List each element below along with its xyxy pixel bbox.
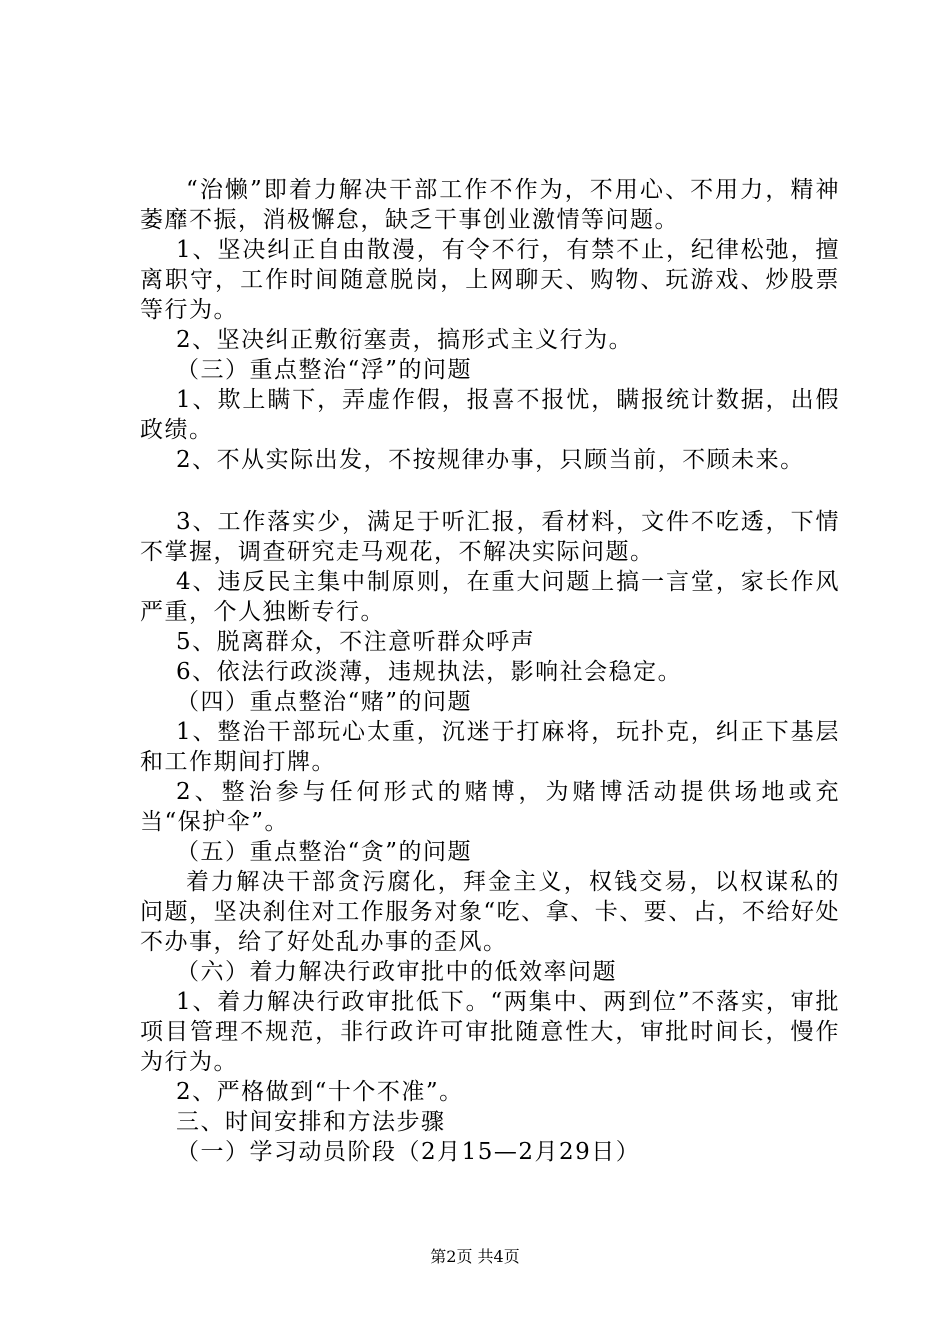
paragraph: 1、欺上瞒下，弄虚作假，报喜不报忧，瞒报统计数据，出假政绩。 bbox=[140, 387, 840, 443]
paragraph: 1、整治干部玩心太重，沉迷于打麻将，玩扑克，纠正下基层和工作期间打牌。 bbox=[140, 719, 840, 775]
paragraph: 2、整治参与任何形式的赌博，为赌博活动提供场地或充当“保护伞”。 bbox=[140, 779, 840, 835]
paragraph: 4、违反民主集中制原则，在重大问题上搞一言堂，家长作风严重，个人独断专行。 bbox=[140, 569, 840, 625]
section-heading: （三）重点整治“浮”的问题 bbox=[176, 357, 473, 383]
blank-line bbox=[140, 475, 840, 507]
paragraph: “治懒”即着力解决干部工作不作为，不用心、不用力，精神萎靡不振，消极懈怠，缺乏干事创业激情等问题。 bbox=[140, 177, 840, 233]
paragraph: 1、坚决纠正自由散漫，有令不行，有禁不止，纪律松弛，擅离职守，工作时间随意脱岗，上网聊天、购物、玩游戏、炒股票等行为。 bbox=[140, 237, 840, 323]
section-heading: （六）着力解决行政审批中的低效率问题 bbox=[176, 959, 617, 985]
paragraph: 6、依法行政淡薄，违规执法，影响社会稳定。 bbox=[176, 659, 683, 685]
paragraph: 2、坚决纠正敷衍塞责，搞形式主义行为。 bbox=[176, 327, 634, 353]
paragraph: 3、工作落实少，满足于听汇报，看材料，文件不吃透，下情不掌握，调查研究走马观花，不解决实际问题。 bbox=[140, 509, 840, 565]
section-heading: 三、时间安排和方法步骤 bbox=[176, 1109, 446, 1135]
section-heading: （一）学习动员阶段（2月15—2月29日） bbox=[176, 1139, 641, 1165]
paragraph: 5、脱离群众，不注意听群众呼声 bbox=[176, 629, 536, 655]
paragraph: 2、不从实际出发，不按规律办事，只顾当前，不顾未来。 bbox=[176, 447, 805, 473]
paragraph: 着力解决干部贪污腐化，拜金主义，权钱交易，以权谋私的问题，坚决刹住对工作服务对象“吃、拿、卡、要、占，不给好处不办事，给了好处乱办事的歪风。 bbox=[140, 869, 840, 955]
page-number: 第2页 共4页 bbox=[430, 1247, 520, 1266]
paragraph: 2、严格做到“十个不准”。 bbox=[176, 1079, 464, 1105]
section-heading: （四）重点整治“赌”的问题 bbox=[176, 689, 473, 715]
paragraph: 1、着力解决行政审批低下。“两集中、两到位”不落实，审批项目管理不规范，非行政许可审批随意性大，审批时间长，慢作为行为。 bbox=[140, 989, 840, 1075]
section-heading: （五）重点整治“贪”的问题 bbox=[176, 839, 473, 865]
document-body bbox=[140, 175, 840, 1167]
